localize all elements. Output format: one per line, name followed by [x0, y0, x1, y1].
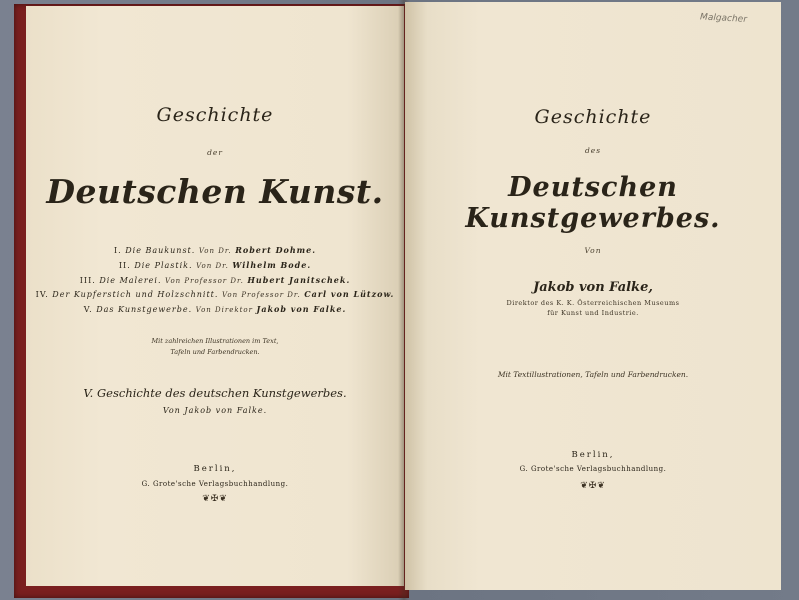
volume-item: III. Die Malerei. Von Professor Dr. Hubert Janitschek. — [79, 274, 351, 285]
volume-item: I. Die Baukunst. Von Dr. Robert Dohme. — [114, 245, 316, 255]
left-volume-author: Von Jakob von Falke. — [162, 406, 268, 415]
printer-ornament-icon: ❦✠❦ — [580, 481, 606, 491]
volume-list — [26, 244, 404, 318]
left-page — [26, 6, 404, 586]
right-page — [405, 2, 781, 590]
right-author: Jakob von Falke, — [533, 280, 653, 295]
left-city: Berlin, — [193, 464, 237, 474]
volume-item: V. Das Kunstgewerbe. Von Direktor Jakob von Falke. — [83, 304, 347, 315]
right-title-top: Geschichte — [534, 106, 652, 128]
volume-item: IV. Der Kupferstich und Holzschnitt. Von Professor Dr. Carl von Lützow. — [35, 289, 395, 300]
printer-ornament-icon: ❦✠❦ — [202, 494, 228, 504]
right-author-role-line1: Direktor des K. K. Österreichischen Museums — [506, 299, 680, 307]
left-volume-title: V. Geschichte des deutschen Kunstgewerbes. — [83, 386, 347, 400]
right-author-role-line2: für Kunst und Industrie. — [547, 309, 639, 317]
handwritten-inscription: Malgacher — [699, 12, 748, 25]
left-title-main: Deutschen Kunst. — [46, 172, 384, 211]
left-title-mid: der — [207, 148, 223, 157]
right-title-main: Deutschen Kunstgewerbes. — [465, 172, 721, 234]
right-illustrations: Mit Textillustrationen, Tafeln und Farbendrucken. — [497, 370, 689, 379]
left-illustrations-line2: Tafeln und Farbendrucken. — [170, 348, 260, 356]
left-publisher: G. Grote'sche Verlagsbuchhandlung. — [141, 480, 289, 488]
right-title-mid: des — [584, 146, 602, 155]
right-publisher: G. Grote'sche Verlagsbuchhandlung. — [519, 465, 667, 473]
volume-item: II. Die Plastik. Von Dr. Wilhelm Bode. — [118, 259, 312, 270]
left-illustrations-line1: Mit zahlreichen Illustrationen im Text, — [151, 337, 279, 345]
right-by: Von — [584, 246, 602, 255]
right-city: Berlin, — [571, 450, 615, 460]
left-title-top: Geschichte — [156, 104, 274, 126]
